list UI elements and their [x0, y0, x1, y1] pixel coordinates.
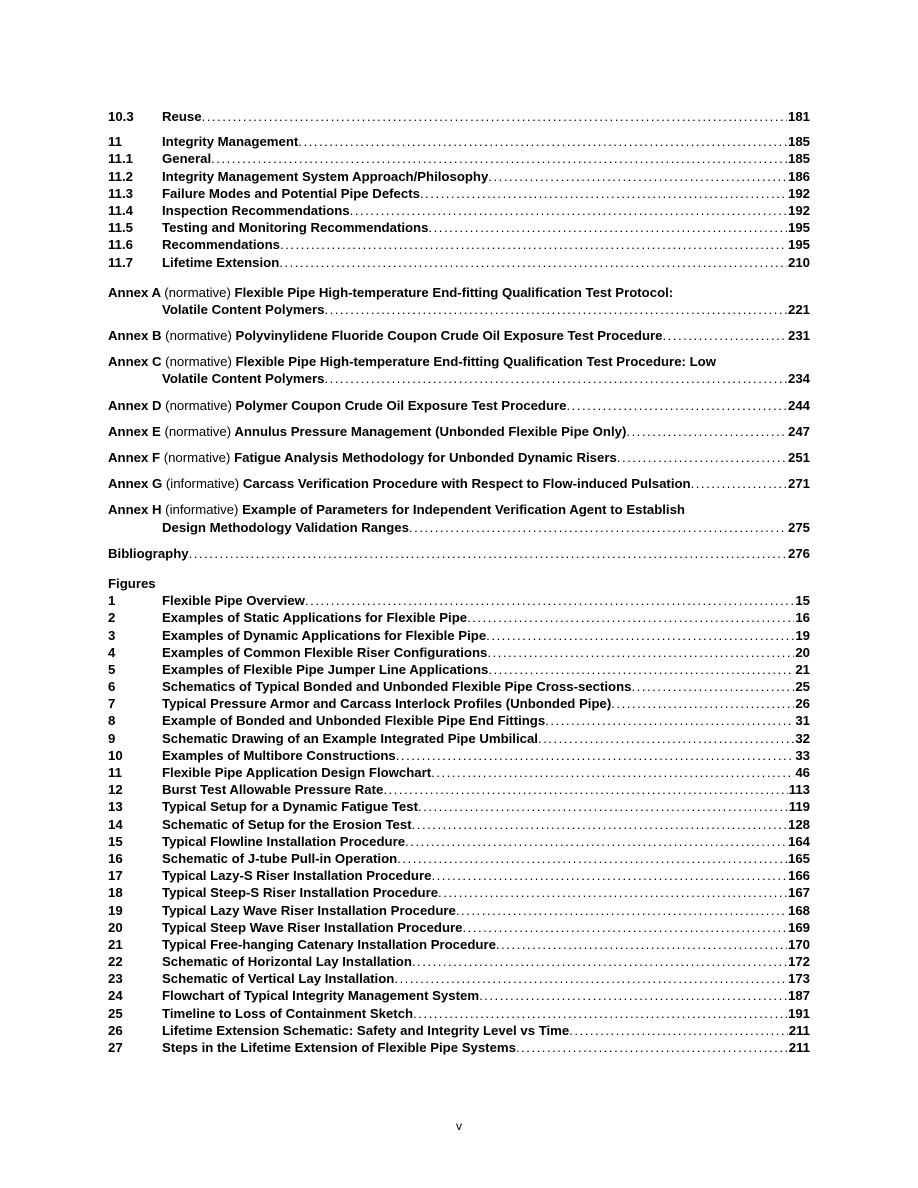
entry-number: 11.3: [108, 185, 133, 201]
annex-label: Annex C: [108, 354, 162, 370]
entry-page: 185: [787, 134, 810, 150]
toc-entry-annex[interactable]: [108, 284, 810, 318]
entry-page: 195: [787, 237, 810, 253]
entry-number: 14: [108, 816, 123, 832]
annex-label: Annex B: [108, 328, 162, 344]
toc-entry-section[interactable]: [108, 133, 810, 150]
entry-page: 119: [788, 799, 810, 815]
toc-entry-annex[interactable]: [108, 475, 810, 492]
toc-entry-figure[interactable]: [108, 712, 810, 729]
entry-title: Typical Steep Wave Riser Installation Procedure: [162, 919, 463, 935]
spacer: [108, 271, 810, 284]
entry-number: 11: [108, 765, 122, 780]
entry-page: 170: [787, 936, 810, 952]
toc-entry-section[interactable]: [108, 254, 810, 271]
entry-number: 20: [108, 919, 123, 935]
entry-page: 168: [787, 902, 810, 918]
dot-leader: [396, 747, 795, 764]
annex-type: (informative): [165, 476, 240, 492]
entry-title: Schematic of Setup for the Erosion Test: [162, 816, 412, 832]
dot-leader: [324, 370, 787, 387]
entry-page: 15: [795, 593, 810, 609]
toc-entry-figure[interactable]: [108, 695, 810, 712]
entry-number: 27: [108, 1040, 123, 1055]
toc-entry-figure[interactable]: [108, 798, 810, 815]
annex-title: Example of Parameters for Independent Verification Agent to Establish: [242, 502, 685, 518]
dot-leader: [324, 301, 787, 318]
toc-entry-annex[interactable]: [108, 449, 810, 466]
dot-leader: [663, 327, 787, 344]
toc-entry-section[interactable]: [108, 185, 810, 202]
dot-leader: [202, 108, 787, 125]
entry-page: 211: [788, 1022, 810, 1038]
toc-entry-figure[interactable]: [108, 867, 810, 884]
annex-type: (normative): [165, 397, 232, 413]
toc-entry-annex[interactable]: [108, 327, 810, 344]
dot-leader: [189, 545, 787, 562]
entry-page: 165: [787, 850, 810, 866]
annex-type: (normative): [165, 354, 232, 370]
entry-number: 3: [108, 627, 116, 643]
dot-leader: [516, 1039, 788, 1056]
annex-line-continued: [108, 301, 810, 318]
toc-figures: [108, 592, 810, 1056]
dot-leader: [626, 423, 787, 440]
toc-entry-section[interactable]: [108, 168, 810, 185]
dot-leader: [467, 609, 794, 626]
entry-page: 251: [787, 450, 810, 465]
entry-number: 5: [108, 661, 116, 677]
dot-leader: [412, 816, 787, 833]
dot-leader: [409, 519, 787, 536]
annex-title-continued: Volatile Content Polymers: [162, 301, 325, 317]
toc-entry-figure[interactable]: [108, 1022, 810, 1039]
entry-page: 185: [787, 151, 810, 167]
entry-page: 247: [787, 423, 810, 439]
spacer: [108, 562, 810, 575]
entry-title: Schematics of Typical Bonded and Unbonded Flexible Pipe Cross-sections: [162, 679, 632, 695]
dot-leader: [567, 397, 787, 414]
annex-title: Flexible Pipe High-temperature End-fitting Qualification Test Procedure: Low: [235, 354, 716, 370]
toc-entry-figure[interactable]: [108, 678, 810, 695]
toc-entry-annex[interactable]: [108, 423, 810, 440]
annex-title: Fatigue Analysis Methodology for Unbonded Dynamic Risers: [234, 450, 617, 465]
toc-entry-figure[interactable]: [108, 764, 810, 781]
entry-number: 7: [108, 696, 116, 712]
dot-leader: [545, 712, 794, 729]
toc-entry-figure[interactable]: [108, 781, 810, 798]
entry-page: 31: [795, 713, 810, 729]
entry-page: 234: [787, 371, 810, 387]
toc-entry-figure[interactable]: [108, 902, 810, 919]
entry-page: 211: [788, 1040, 810, 1055]
annex-title: Polymer Coupon Crude Oil Exposure Test Procedure: [235, 397, 567, 413]
entry-title: Reuse: [162, 109, 202, 124]
entry-number: 16: [108, 850, 123, 866]
entry-page: 173: [787, 971, 810, 987]
entry-number: 11: [108, 134, 122, 150]
annex-title: Flexible Pipe High-temperature End-fitting Qualification Test Protocol:: [234, 284, 674, 300]
toc-section-10: [108, 108, 810, 125]
annex-title: Annulus Pressure Management (Unbonded Flexible Pipe Only): [234, 423, 627, 439]
toc-entry-section[interactable]: [108, 150, 810, 167]
entry-title: Recommendations: [162, 237, 280, 253]
toc-entry-figure[interactable]: [108, 816, 810, 833]
entry-title: General: [162, 151, 212, 167]
dot-leader: [413, 1005, 787, 1022]
annex-title: Carcass Verification Procedure with Respect to Flow-induced Pulsation: [242, 476, 691, 492]
dot-leader: [298, 133, 787, 150]
toc-entry-figure[interactable]: [108, 747, 810, 764]
dot-leader: [405, 833, 787, 850]
dot-leader: [486, 627, 794, 644]
entry-title: Schematic of J-tube Pull-in Operation: [162, 850, 398, 866]
entry-page: 231: [787, 328, 810, 344]
entry-number: 8: [108, 713, 116, 729]
entry-title: Examples of Multibore Constructions: [162, 747, 396, 763]
entry-number: 12: [108, 782, 123, 798]
toc-entry-annex[interactable]: [108, 397, 810, 414]
annex-heading: [108, 423, 626, 440]
entry-title: Timeline to Loss of Containment Sketch: [162, 1005, 414, 1021]
entry-title: Examples of Dynamic Applications for Flexible Pipe: [162, 627, 487, 643]
entry-title: Integrity Management: [162, 134, 299, 150]
annex-type: (normative): [164, 423, 232, 439]
annex-heading: [108, 449, 617, 466]
annex-line: [108, 353, 810, 370]
entry-number: 24: [108, 988, 123, 1004]
annex-line-continued: [108, 519, 810, 536]
dot-leader: [456, 902, 787, 919]
toc-entry-figure[interactable]: [108, 644, 810, 661]
entry-number: 18: [108, 885, 123, 901]
entry-title: Flexible Pipe Overview: [162, 593, 305, 609]
entry-title: Typical Flowline Installation Procedure: [162, 833, 406, 849]
dot-leader: [418, 798, 788, 815]
entry-number: 10: [108, 747, 123, 763]
dot-leader: [397, 850, 787, 867]
entry-page: 172: [787, 954, 810, 970]
entry-title: Typical Setup for a Dynamic Fatigue Test: [162, 799, 418, 815]
entry-title: Typical Lazy Wave Riser Installation Procedure: [162, 902, 456, 918]
entry-title: Integrity Management System Approach/Philosophy: [162, 168, 489, 184]
dot-leader: [538, 730, 794, 747]
entry-title: Flowchart of Typical Integrity Management System: [162, 988, 480, 1004]
entry-page: 26: [795, 696, 810, 712]
dot-leader: [279, 254, 787, 271]
toc-entry-figure[interactable]: [108, 884, 810, 901]
annex-type: (normative): [164, 284, 231, 300]
entry-title: Example of Bonded and Unbonded Flexible Pipe End Fittings: [162, 713, 546, 729]
toc-entry-figure[interactable]: [108, 953, 810, 970]
annex-label: Annex A: [108, 284, 161, 300]
entry-number: 11.4: [108, 202, 133, 218]
entry-title: Bibliography: [108, 545, 189, 561]
entry-number: 11.7: [108, 254, 133, 270]
entry-number: 26: [108, 1022, 123, 1038]
toc-entry-bibliography[interactable]: [108, 545, 810, 562]
dot-leader: [431, 867, 787, 884]
entry-page: 166: [787, 868, 810, 884]
entry-title: Schematic Drawing of an Example Integrated Pipe Umbilical: [162, 730, 538, 746]
entry-number: 1: [108, 593, 116, 609]
toc-entry-section[interactable]: [108, 236, 810, 253]
toc-entry-figure[interactable]: [108, 936, 810, 953]
entry-title: Examples of Static Applications for Flexible Pipe: [162, 610, 468, 626]
entry-title: Schematic of Horizontal Lay Installation: [162, 954, 412, 970]
annex-label: Annex H: [108, 502, 162, 518]
toc-entry-section[interactable]: [108, 108, 810, 125]
entry-page: 164: [787, 833, 810, 849]
entry-number: 6: [108, 679, 116, 695]
annex-type: (normative): [165, 328, 232, 344]
entry-page: 25: [795, 679, 810, 695]
page-number: v: [456, 1119, 462, 1133]
toc-entry-figure[interactable]: [108, 833, 810, 850]
annex-heading: [108, 327, 663, 344]
entry-number: 15: [108, 833, 123, 849]
dot-leader: [428, 219, 787, 236]
entry-page: 275: [787, 519, 810, 535]
toc-entry-figure[interactable]: [108, 850, 810, 867]
entry-title: Typical Steep-S Riser Installation Procedure: [162, 885, 439, 901]
entry-page: 33: [795, 747, 810, 763]
entry-page: 244: [787, 397, 810, 413]
dot-leader: [479, 987, 787, 1004]
toc-entry-figure[interactable]: [108, 592, 810, 609]
annex-line: [108, 397, 810, 414]
toc-entry-annex[interactable]: [108, 501, 810, 535]
dot-leader: [488, 661, 794, 678]
dot-leader: [431, 764, 794, 781]
toc-entry-section[interactable]: [108, 219, 810, 236]
annex-line: [108, 327, 810, 344]
entry-title: Lifetime Extension Schematic: Safety and Integrity Level vs Time: [162, 1022, 570, 1038]
dot-leader: [438, 884, 787, 901]
entry-page: 21: [795, 661, 810, 677]
spacer: [108, 125, 810, 133]
entry-number: 25: [108, 1005, 123, 1021]
entry-page: 167: [787, 885, 810, 901]
entry-title: Typical Pressure Armor and Carcass Interlock Profiles (Unbonded Pipe): [162, 696, 612, 712]
entry-page: 16: [795, 610, 810, 626]
entry-title: Testing and Monitoring Recommendations: [162, 220, 429, 236]
entry-page: 195: [787, 220, 810, 236]
entry-page: 192: [787, 202, 810, 218]
entry-number: 19: [108, 902, 123, 918]
entry-title: Lifetime Extension: [162, 254, 280, 270]
entry-number: 22: [108, 954, 123, 970]
annex-type: (normative): [163, 450, 231, 465]
toc-entry-figure[interactable]: [108, 609, 810, 626]
annex-type: (informative): [165, 502, 239, 518]
toc-entry-figure[interactable]: [108, 1005, 810, 1022]
dot-leader: [691, 475, 787, 492]
entry-number: 13: [108, 799, 123, 815]
entry-title: Examples of Common Flexible Riser Configurations: [162, 644, 488, 660]
dot-leader: [611, 695, 794, 712]
entry-number: 4: [108, 644, 116, 660]
annex-title-continued: Design Methodology Validation Ranges: [162, 519, 409, 535]
annex-heading: [108, 475, 691, 492]
annex-line: [108, 423, 810, 440]
toc-entry-figure[interactable]: [108, 919, 810, 936]
dot-leader: [383, 781, 787, 798]
dot-leader: [487, 644, 794, 661]
dot-leader: [350, 202, 787, 219]
annex-title-continued: Volatile Content Polymers: [162, 371, 325, 387]
dot-leader: [420, 185, 787, 202]
toc-entry-figure[interactable]: [108, 730, 810, 747]
entry-title: Schematic of Vertical Lay Installation: [162, 971, 395, 987]
entry-title: Examples of Flexible Pipe Jumper Line Applications: [162, 661, 489, 677]
dot-leader: [211, 150, 787, 167]
annex-line: [108, 501, 810, 518]
toc-entry-figure[interactable]: [108, 661, 810, 678]
dot-leader: [631, 678, 794, 695]
annex-label: Annex F: [108, 450, 161, 465]
annex-line-continued: [108, 370, 810, 387]
entry-page: 276: [787, 545, 810, 561]
annex-line: [108, 449, 810, 466]
entry-title: Inspection Recommendations: [162, 202, 350, 218]
entry-number: 23: [108, 971, 123, 987]
entry-number: 11.6: [108, 237, 133, 253]
dot-leader: [496, 936, 787, 953]
toc-entry-annex[interactable]: [108, 353, 810, 387]
toc-page: [108, 108, 810, 1056]
entry-number: 11.1: [108, 151, 133, 167]
entry-page: 186: [787, 168, 810, 184]
dot-leader: [569, 1022, 787, 1039]
entry-page: 19: [795, 627, 810, 643]
annex-line: [108, 475, 810, 492]
dot-leader: [462, 919, 787, 936]
dot-leader: [488, 168, 787, 185]
entry-page: 192: [787, 185, 810, 201]
dot-leader: [280, 236, 787, 253]
entry-title: Typical Lazy-S Riser Installation Procedure: [162, 868, 432, 884]
figures-heading: Figures: [108, 575, 156, 591]
annex-label: Annex G: [108, 476, 163, 492]
entry-page: 113: [788, 782, 810, 798]
entry-page: 191: [787, 1005, 810, 1021]
dot-leader: [394, 970, 787, 987]
entry-number: 21: [108, 936, 123, 952]
annex-title: Polyvinylidene Fluoride Coupon Crude Oil Exposure Test Procedure: [235, 328, 663, 344]
entry-number: 10.3: [108, 109, 134, 124]
entry-page: 187: [787, 988, 810, 1004]
entry-page: 181: [787, 109, 810, 124]
entry-page: 20: [795, 644, 810, 660]
entry-page: 221: [787, 301, 810, 317]
toc-entry-figure[interactable]: [108, 1039, 810, 1056]
dot-leader: [305, 592, 794, 609]
toc-entry-figure[interactable]: [108, 627, 810, 644]
entry-page: 128: [787, 816, 810, 832]
entry-title: Flexible Pipe Application Design Flowchart: [162, 765, 432, 780]
annex-line: [108, 284, 810, 301]
entry-number: 9: [108, 730, 116, 746]
toc-entry-figure[interactable]: [108, 987, 810, 1004]
entry-number: 2: [108, 610, 116, 626]
entry-page: 169: [787, 919, 810, 935]
entry-number: 17: [108, 868, 123, 884]
entry-title: Failure Modes and Potential Pipe Defects: [162, 185, 420, 201]
entry-page: 271: [787, 476, 810, 492]
dot-leader: [412, 953, 787, 970]
annex-label: Annex E: [108, 423, 161, 439]
dot-leader: [617, 449, 787, 466]
annex-label: Annex D: [108, 397, 162, 413]
entry-title: Typical Free-hanging Catenary Installation Procedure: [162, 936, 496, 952]
toc-section-11: [108, 133, 810, 271]
toc-entry-section[interactable]: [108, 202, 810, 219]
entry-number: 11.5: [108, 220, 133, 236]
entry-title: Steps in the Lifetime Extension of Flexible Pipe Systems: [162, 1040, 516, 1055]
entry-page: 32: [795, 730, 810, 746]
entry-page: 46: [795, 765, 810, 780]
entry-page: 210: [787, 254, 810, 270]
annex-heading: [108, 397, 567, 414]
entry-title: Burst Test Allowable Pressure Rate: [162, 782, 384, 798]
toc-annexes: [108, 284, 810, 536]
entry-number: 11.2: [108, 168, 133, 184]
toc-entry-figure[interactable]: [108, 970, 810, 987]
